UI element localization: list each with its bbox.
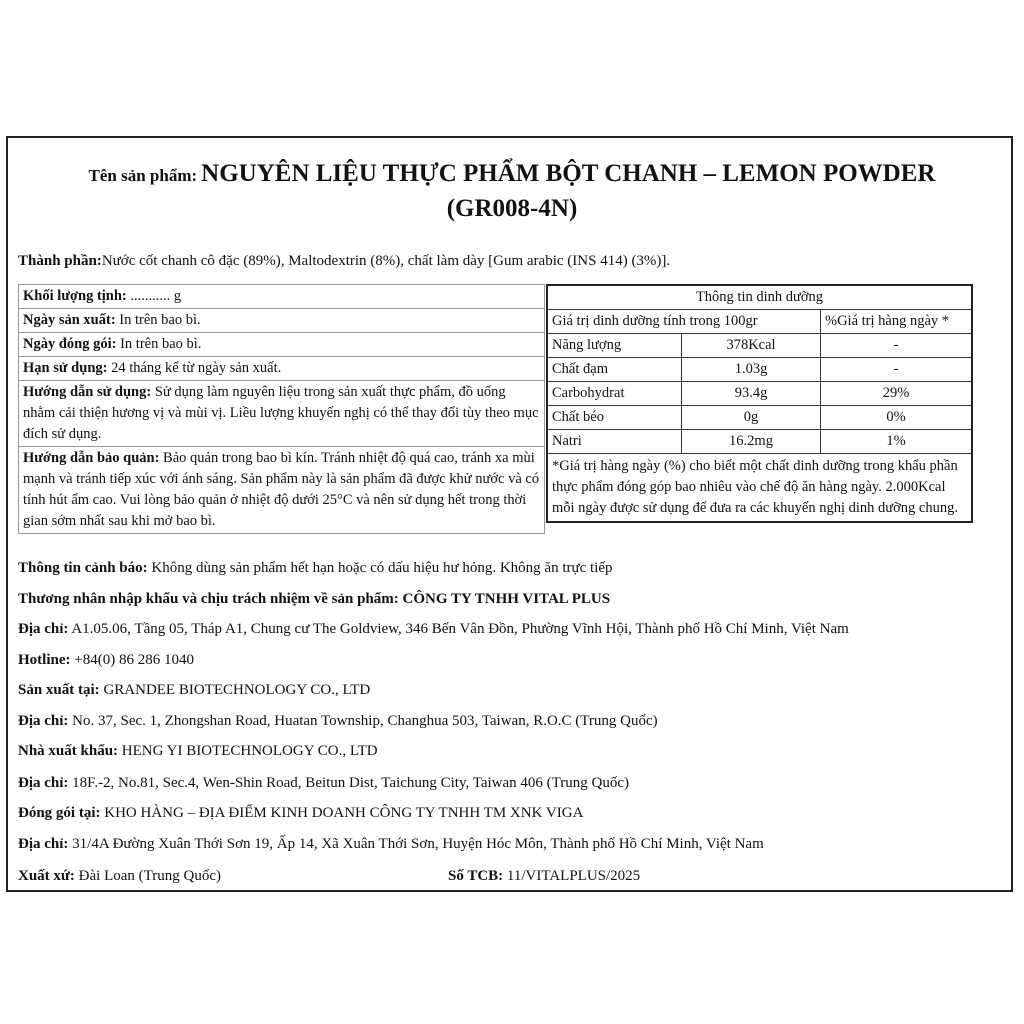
- info-value: Sử dụng làm nguyên liệu trong sản xuất thực phẩm, đồ uống nhằm cải thiện hương vị và mùi vị. Liều lượng khuyến nghị có thể thay đổi tùy theo mục đích sử dụng.: [23, 384, 539, 442]
- line-label: Địa chỉ:: [18, 621, 69, 637]
- table-row: [547, 382, 972, 406]
- tcb-label: Số TCB:: [448, 868, 504, 884]
- table-row: [19, 333, 545, 357]
- info-value: In trên bao bì.: [116, 336, 202, 352]
- line-value: 31/4A Đường Xuân Thới Sơn 19, Ấp 14, Xã Xuân Thới Sơn, Huyện Hóc Môn, Thành phố Hồ Chí Minh, Việt Nam: [68, 836, 764, 852]
- info-label: Hạn sử dụng:: [23, 360, 108, 376]
- nutrient-dv: -: [821, 334, 973, 358]
- nutrient-amount: 378Kcal: [682, 334, 821, 358]
- table-row: [19, 381, 545, 447]
- importer-address-line: [18, 619, 849, 639]
- origin-label: Xuất xứ:: [18, 868, 75, 884]
- nutrient-amount: 0g: [682, 406, 821, 430]
- table-row: [19, 357, 545, 381]
- line-value: 18F.-2, No.81, Sec.4, Wen-Shin Road, Beitun Dist, Taichung City, Taiwan 406 (Trung Quốc): [68, 775, 630, 791]
- exporter-address-line: [18, 773, 629, 793]
- product-title: [0, 158, 1024, 225]
- info-label: Hướng dẫn sử dụng:: [23, 384, 152, 400]
- nutrient-dv: -: [821, 358, 973, 382]
- ingredients-label: Thành phần:: [18, 253, 102, 269]
- product-info-table: [18, 284, 545, 534]
- table-row: [19, 285, 545, 309]
- line-label: Địa chỉ:: [18, 713, 69, 729]
- nutrient-name: Năng lượng: [547, 334, 682, 358]
- nutrient-amount: 16.2mg: [682, 430, 821, 454]
- nutrient-amount: 93.4g: [682, 382, 821, 406]
- table-row: [547, 358, 972, 382]
- title-prefix: Tên sản phẩm:: [88, 166, 198, 185]
- ingredients-value: Nước cốt chanh cô đặc (89%), Maltodextrin (8%), chất làm dày [Gum arabic (INS 414) (3%)].: [101, 253, 671, 269]
- line-label: Đóng gói tại:: [18, 805, 101, 821]
- nutrient-name: Carbohydrat: [547, 382, 682, 406]
- nutrition-facts-table: [546, 284, 973, 523]
- nutrient-name: Natri: [547, 430, 682, 454]
- line-value: CÔNG TY TNHH VITAL PLUS: [398, 591, 611, 607]
- table-row: [19, 447, 545, 534]
- nutrient-dv: 1%: [821, 430, 973, 454]
- ingredients-line: [18, 251, 670, 271]
- origin-line: [18, 866, 221, 886]
- origin-value: Đài Loan (Trung Quốc): [74, 868, 222, 884]
- line-label: Hotline:: [18, 652, 71, 668]
- info-value: ........... g: [126, 288, 182, 304]
- warning-line: [18, 558, 613, 578]
- nutrition-col-dv: %Giá trị hàng ngày *: [821, 310, 973, 334]
- line-label: Thương nhân nhập khẩu và chịu trách nhiệm về sản phẩm:: [18, 591, 399, 607]
- nutrient-dv: 0%: [821, 406, 973, 430]
- line-label: Địa chỉ:: [18, 775, 69, 791]
- product-name: NGUYÊN LIỆU THỰC PHẨM BỘT CHANH – LEMON POWDER: [201, 160, 936, 187]
- hotline-line: [18, 650, 194, 670]
- line-value: A1.05.06, Tầng 05, Tháp A1, Chung cư The Goldview, 346 Bến Vân Đồn, Phường Vĩnh Hội, Thành phố Hồ Chí Minh, Việt Nam: [68, 621, 849, 637]
- tcb-value: 11/VITALPLUS/2025: [503, 868, 641, 884]
- tcb-line: [448, 866, 640, 886]
- line-value: GRANDEE BIOTECHNOLOGY CO., LTD: [99, 682, 371, 698]
- product-code: (GR008-4N): [446, 195, 578, 222]
- info-value: In trên bao bì.: [115, 312, 201, 328]
- nutrient-dv: 29%: [821, 382, 973, 406]
- table-row: [19, 309, 545, 333]
- line-value: HENG YI BIOTECHNOLOGY CO., LTD: [118, 743, 378, 759]
- packer-line: [18, 803, 583, 823]
- table-row: [547, 334, 972, 358]
- nutrition-header: Thông tin dinh dưỡng: [547, 285, 972, 310]
- exporter-line: [18, 741, 378, 761]
- table-row: [547, 430, 972, 454]
- line-value: KHO HÀNG – ĐỊA ĐIỂM KINH DOANH CÔNG TY TNHH TM XNK VIGA: [100, 805, 584, 821]
- nutrient-amount: 1.03g: [682, 358, 821, 382]
- line-label: Thông tin cảnh báo:: [18, 560, 148, 576]
- table-row: [547, 406, 972, 430]
- importer-line: [18, 589, 610, 609]
- info-value: 24 tháng kể từ ngày sản xuất.: [107, 360, 282, 376]
- nutrition-col-per100: Giá trị dinh dưỡng tính trong 100gr: [547, 310, 821, 334]
- info-label: Hướng dẫn bảo quản:: [23, 450, 160, 466]
- line-label: Địa chỉ:: [18, 836, 69, 852]
- manufacturer-address-line: [18, 711, 658, 731]
- nutrient-name: Chất béo: [547, 406, 682, 430]
- line-value: No. 37, Sec. 1, Zhongshan Road, Huatan Township, Changhua 503, Taiwan, R.O.C (Trung Quốc): [68, 713, 658, 729]
- line-label: Nhà xuất khẩu:: [18, 743, 119, 759]
- packer-address-line: [18, 834, 764, 854]
- nutrition-footnote: *Giá trị hàng ngày (%) cho biết một chất dinh dưỡng trong khẩu phần thực phẩm đóng góp bao nhiêu vào chế độ ăn hàng ngày. 2.000Kcal mỗi ngày được sử dụng để đưa ra các khuyến nghị dinh dưỡng chung.: [547, 454, 972, 523]
- line-label: Sản xuất tại:: [18, 682, 100, 698]
- info-label: Ngày sản xuất:: [23, 312, 116, 328]
- info-label: Khối lượng tịnh:: [23, 288, 127, 304]
- manufacturer-line: [18, 680, 370, 700]
- line-value: Không dùng sản phẩm hết hạn hoặc có dấu hiệu hư hỏng. Không ăn trực tiếp: [147, 560, 613, 576]
- line-value: +84(0) 86 286 1040: [70, 652, 194, 668]
- info-label: Ngày đóng gói:: [23, 336, 117, 352]
- info-value: Bảo quản trong bao bì kín. Tránh nhiệt độ quá cao, tránh xa mùi mạnh và tránh tiếp xúc với ánh sáng. Sản phẩm này là sản phẩm đã được khử nước và có tính hút ẩm cao. Vui lòng bảo quản ở nhiệt độ dưới 25°C và nên sử dụng hết trong thời gian sớm nhất sau khi mở bao bì.: [23, 450, 540, 529]
- nutrient-name: Chất đạm: [547, 358, 682, 382]
